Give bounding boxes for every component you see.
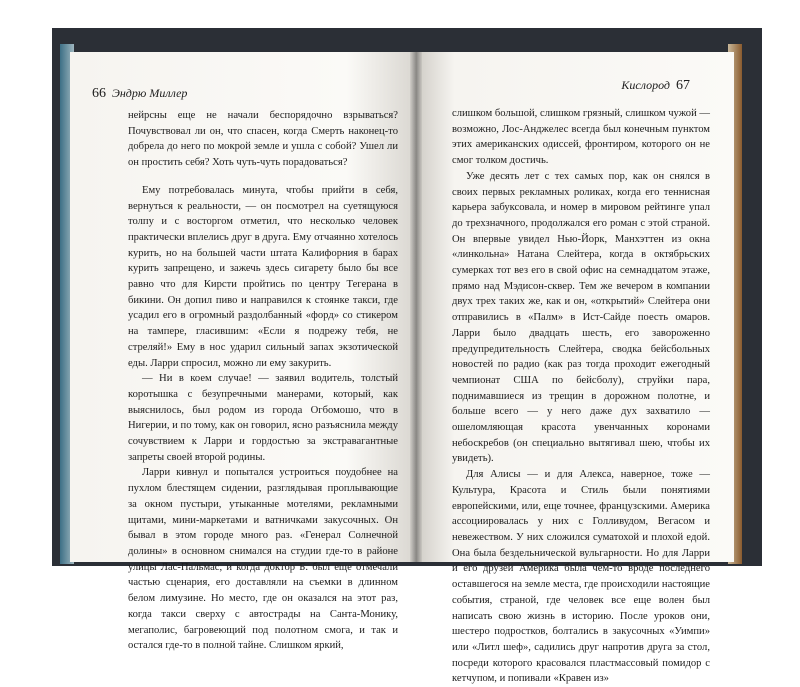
left-running-title: Эндрю Миллер: [112, 86, 188, 100]
left-paragraph-3: — Ни в коем случае! — заявил водитель, толстый коротышка с безупречными манерами, который, как выяснилось, был родом из города Огбомошо, что в Нигерии, и по тому, как он говорил, ясно разъяснила между сочувствием к Ларри и гордостью за экстравагантные запреты своей второй родины.: [128, 373, 398, 463]
right-paragraph-2: Уже десять лет с тех самых пор, как он снялся в своих первых рекламных роликах, когда его теннисная карьера забуксовала, и номер в мировом рейтинге упал до трехзначного, продолжался его роман с этой страной. Он впервые увидел Нью-Йорк, Манхэттен из окна «линкольна» Натана Слейтера, когда в октябрьских сумерках тот вез его в свой офис на семнадцатом этаже, прямо над Мэдисон-сквер. Тем же вечером в компании двух трех таких же, как и он, «открытий» Слейтера они отправились в «Палм» в Ист-Сайде поесть омаров. Ларри было двадцать шесть, его завороженно предупредительность Слейтера, сводка бейсбольных новостей по радио (как раз тогда проходит ежегодный чемпионат США по бейсболу), струйки пара, поднимавшиеся из трещин в дорожном полотне, и больше всего — у него даже дух захватило — ошеломляющая красота увенчанных коронами небоскребов (он специально вытягивал шею, чтобы их увидеть).: [452, 170, 710, 465]
right-running-head: [621, 78, 690, 94]
left-page-number: 66: [92, 86, 106, 101]
right-paragraph-3: Для Алисы — и для Алекса, наверное, тоже — Культура, Красота и Стиль были понятиями европейскими, или, еще точнее, французскими. Америка ассоциировалась у них с Голливудом, Вегасом и невежеством. У них сложился суматохой и плохой едой. Она была бездельнической вульгарности. Но для Ларри и его друзей Америка была чем-то вроде последнего оставшегося на земле места, где происходили настоящие события, страной, где человек все еще волен был написать свою жизнь в историю. После уроков они, шестеро подростков, болтались в закусочных «Уимпи» или «Литл шеф», садились друг напротив друга за стол, посреди которого красовался пластмассовый помидор с кетчупом, и попивали «Кравен из»: [452, 469, 710, 685]
left-paragraph-2: Ему потребовалась минута, чтобы прийти в себя, вернуться к реальности, — он посмотрел на суетящуюся толпу и с восторгом отметил, что несколько человек практически вплелись друг в друга. Ему отчаянно хотелось курить, но на большей части штата Калифорния в барах курить запрещено, и зажечь здесь сигарету было бы все равно что для Кирсти пройтись по центру Тегерана в бикини. Он допил пиво и направился к стоянке такси, где усадил его в огромный раздолбанный «форд» со стикером на тампере, гласившим: «Если я подрежу тебя, не стреляй!» Ему в нос ударил сильный запах экзотической еды. Ларри спросил, можно ли ему закурить.: [128, 184, 398, 369]
right-page: [416, 52, 734, 685]
left-running-head: [92, 86, 187, 102]
left-page-text: [128, 108, 398, 654]
right-page-text: [452, 106, 710, 687]
book-gutter: [410, 52, 422, 562]
left-paragraph-1: нейрсны еще не начали беспорядочно взрываться? Почувствовал ли он, что спасен, когда Смерть наконец-то добрела до него по мокрой земле и ушла с собой? Ушел ли он простить себя? Хоть чуть-чуть порадоваться?: [128, 110, 398, 169]
left-paragraph-4: Ларри кивнул и попытался устроиться поудобнее на пухлом блестящем сидении, разглядывая проплывающие за окном пустыри, утыканные мотелями, рекламными щитами, мини-маркетами и ватничками закусочных. Он бывал в этом городе много раз. «Генерал Солнечной долины» в основном снимался на студии где-то в районе улицы Лас-Пальмас, и когда доктор Б. был еще отмечали частью сценария, его доставляли на съемки в длинном белом лимузине. Но место, где он оказался на этот раз, когда такси сверху с автострады на Санта-Монику, мегаполис, багровеющий под полотном смога, и так и остался где-то в полной тайне. Слишком яркий,: [128, 467, 398, 652]
right-paragraph-1: слишком большой, слишком грязный, слишком чужой — возможно, Лос-Анджелес всегда был конечным пунктом этих американских одиссей, фронтиром, которого он не смог толком достичь.: [452, 108, 710, 167]
right-running-title: Кислород: [621, 78, 670, 92]
right-page-number: 67: [676, 78, 690, 93]
left-page: [70, 52, 416, 652]
